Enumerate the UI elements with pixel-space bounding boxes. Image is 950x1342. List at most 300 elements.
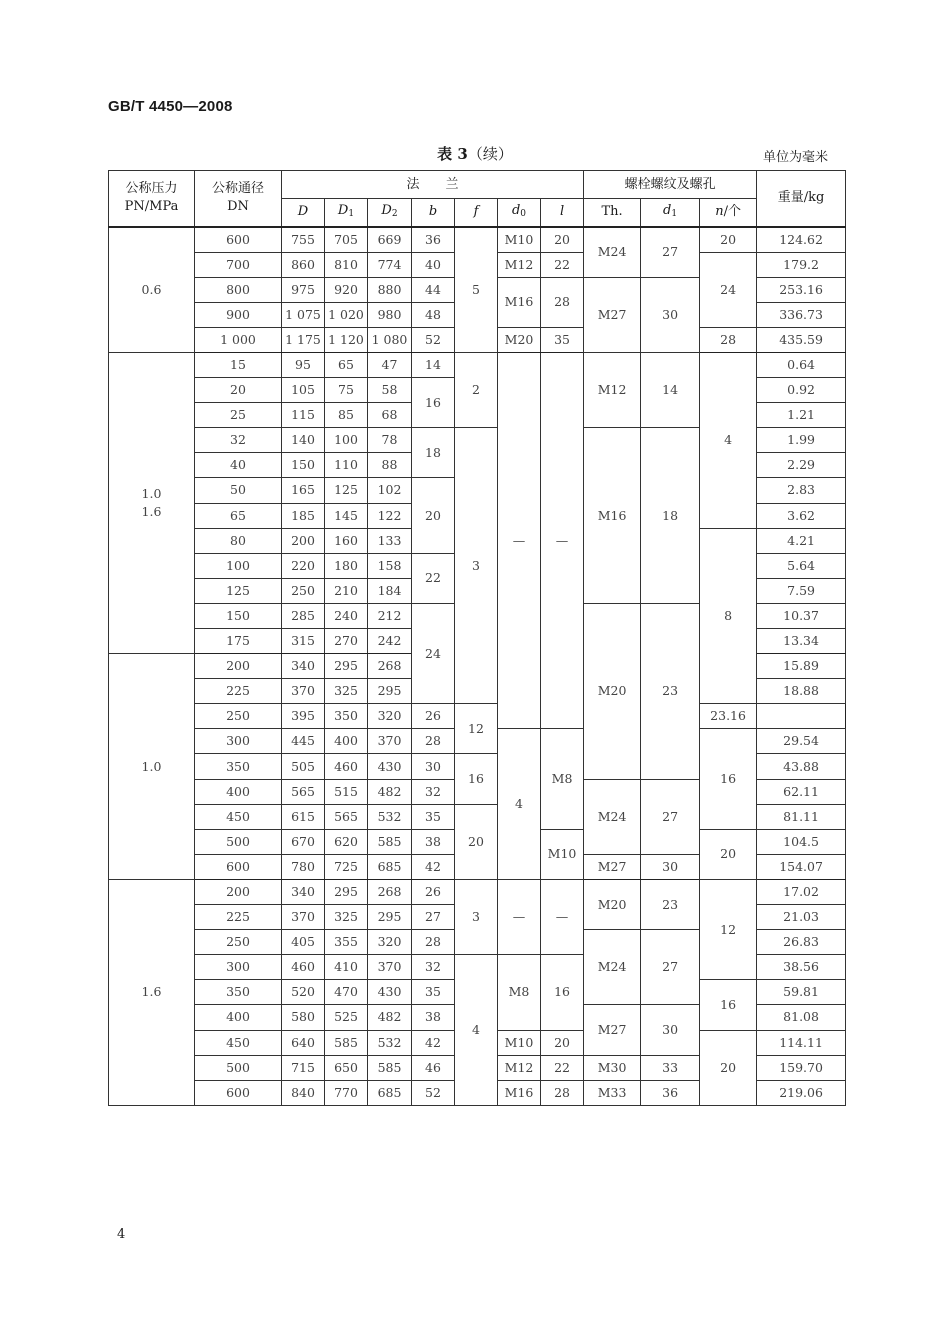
- cell-d1: 14: [641, 352, 700, 427]
- cell-d1: 27: [641, 930, 700, 1005]
- cell-l: —: [541, 879, 584, 954]
- cell-D1: 355: [325, 930, 368, 955]
- cell-dn: 250: [195, 930, 282, 955]
- cell-dn: 800: [195, 277, 282, 302]
- cell-n: 16: [700, 980, 757, 1030]
- cell-dn: 175: [195, 629, 282, 654]
- cell-dn: 40: [195, 453, 282, 478]
- cell-D1: 350: [325, 704, 368, 729]
- cell-b: 38: [412, 829, 455, 854]
- cell-l: 28: [541, 277, 584, 327]
- cell-dn: 350: [195, 980, 282, 1005]
- cell-D: 615: [282, 804, 325, 829]
- header-l: l: [541, 199, 584, 227]
- cell-D1: 400: [325, 729, 368, 754]
- cell-dn: 600: [195, 227, 282, 253]
- cell-dn: 300: [195, 955, 282, 980]
- cell-weight: 0.64: [757, 352, 846, 377]
- cell-D1: 705: [325, 227, 368, 253]
- cell-weight: 38.56: [757, 955, 846, 980]
- cell-b: 26: [412, 879, 455, 904]
- cell-d0: M12: [498, 252, 541, 277]
- cell-d0: —: [498, 352, 541, 728]
- cell-d1: 30: [641, 277, 700, 352]
- cell-D2: 532: [368, 1030, 412, 1055]
- cell-D2: 585: [368, 1055, 412, 1080]
- cell-n: 20: [700, 1030, 757, 1105]
- cell-n: 20: [700, 227, 757, 253]
- header-D1: [325, 199, 368, 227]
- cell-weight: 7.59: [757, 578, 846, 603]
- cell-weight: 159.70: [757, 1055, 846, 1080]
- header-flange-group: 法 兰: [282, 171, 584, 199]
- cell-d1: 27: [641, 227, 700, 278]
- cell-D1: 565: [325, 804, 368, 829]
- cell-b: 36: [412, 227, 455, 253]
- cell-D: 315: [282, 629, 325, 654]
- header-n: [700, 199, 757, 227]
- header-bolt-group: 螺栓螺纹及螺孔: [584, 171, 757, 199]
- cell-b: 30: [412, 754, 455, 779]
- cell-dn: 225: [195, 679, 282, 704]
- cell-D2: 669: [368, 227, 412, 253]
- cell-D: 505: [282, 754, 325, 779]
- cell-D: 755: [282, 227, 325, 253]
- cell-l: 28: [541, 1080, 584, 1105]
- cell-b: 28: [412, 729, 455, 754]
- cell-d1: 30: [641, 1005, 700, 1055]
- cell-pn: 1.6: [109, 879, 195, 1105]
- cell-b: 38: [412, 1005, 455, 1030]
- cell-n: 12: [455, 704, 498, 754]
- cell-th: M30: [584, 1055, 641, 1080]
- cell-D1: 270: [325, 629, 368, 654]
- table-row: [109, 227, 846, 253]
- cell-b: 52: [412, 1080, 455, 1105]
- cell-D2: 184: [368, 578, 412, 603]
- cell-th: M16: [584, 428, 641, 604]
- cell-weight: 10.37: [757, 603, 846, 628]
- cell-weight: 81.11: [757, 804, 846, 829]
- cell-th: M24: [584, 227, 641, 278]
- cell-D2: 430: [368, 980, 412, 1005]
- cell-l: 16: [700, 729, 757, 829]
- cell-D: 840: [282, 1080, 325, 1105]
- cell-weight: 2.29: [757, 453, 846, 478]
- cell-D2: 320: [368, 704, 412, 729]
- cell-dn: 400: [195, 779, 282, 804]
- cell-b: 27: [412, 905, 455, 930]
- cell-D1: 410: [325, 955, 368, 980]
- cell-d0: M10: [498, 1030, 541, 1055]
- cell-f: 4: [455, 955, 498, 1106]
- cell-weight: 59.81: [757, 980, 846, 1005]
- header-D1-sub: 1: [348, 208, 355, 219]
- table-row: [109, 879, 846, 904]
- cell-th: M33: [584, 1080, 641, 1105]
- cell-D2: 133: [368, 528, 412, 553]
- header-D: D: [282, 199, 325, 227]
- cell-dn: 200: [195, 879, 282, 904]
- cell-weight: 17.02: [757, 879, 846, 904]
- header-d1: [641, 199, 700, 227]
- cell-weight: 13.34: [757, 629, 846, 654]
- cell-D: 565: [282, 779, 325, 804]
- cell-weight: 154.07: [757, 854, 846, 879]
- cell-D2: 585: [368, 829, 412, 854]
- cell-dn: 225: [195, 905, 282, 930]
- page-number: 4: [117, 1227, 126, 1242]
- cell-D1: 295: [325, 654, 368, 679]
- cell-D2: 482: [368, 779, 412, 804]
- cell-D1: 1 020: [325, 302, 368, 327]
- cell-D2: 685: [368, 1080, 412, 1105]
- cell-D2: 58: [368, 378, 412, 403]
- cell-weight: 4.21: [757, 528, 846, 553]
- cell-D1: 180: [325, 553, 368, 578]
- cell-D1: 585: [325, 1030, 368, 1055]
- cell-th: M27: [584, 277, 641, 352]
- cell-D1: 525: [325, 1005, 368, 1030]
- cell-b: 40: [412, 252, 455, 277]
- cell-D1: 650: [325, 1055, 368, 1080]
- cell-dn: 500: [195, 829, 282, 854]
- header-d1-sub: 1: [671, 208, 678, 219]
- cell-dn: 350: [195, 754, 282, 779]
- cell-D1: 100: [325, 428, 368, 453]
- cell-d1: 33: [641, 1055, 700, 1080]
- cell-D2: 295: [368, 679, 412, 704]
- cell-n: 20: [455, 804, 498, 879]
- cell-D2: 88: [368, 453, 412, 478]
- cell-D1: 240: [325, 603, 368, 628]
- cell-D2: 212: [368, 603, 412, 628]
- cell-D: 370: [282, 905, 325, 930]
- cell-D: 460: [282, 955, 325, 980]
- cell-b: 42: [412, 854, 455, 879]
- cell-D2: 268: [368, 654, 412, 679]
- cell-D: 715: [282, 1055, 325, 1080]
- cell-weight: 5.64: [757, 553, 846, 578]
- cell-D: 640: [282, 1030, 325, 1055]
- cell-dn: 700: [195, 252, 282, 277]
- cell-d0: M8: [541, 729, 584, 829]
- cell-th: M20: [584, 879, 641, 929]
- cell-D: 220: [282, 553, 325, 578]
- cell-dn: 100: [195, 553, 282, 578]
- cell-D1: 770: [325, 1080, 368, 1105]
- cell-pn-a: 1.0: [141, 486, 162, 502]
- header-diameter: [195, 171, 282, 227]
- cell-D1: 325: [325, 905, 368, 930]
- cell-D1: 160: [325, 528, 368, 553]
- cell-th: M20: [584, 603, 641, 779]
- cell-dn: 450: [195, 804, 282, 829]
- cell-d0: —: [498, 879, 541, 954]
- header-n-letter: n: [715, 204, 724, 220]
- cell-D: 165: [282, 478, 325, 503]
- header-diameter-l2: DN: [227, 199, 249, 215]
- cell-l: 22: [541, 252, 584, 277]
- cell-weight: 2.83: [757, 478, 846, 503]
- cell-n: 8: [700, 528, 757, 704]
- cell-dn: 250: [195, 704, 282, 729]
- cell-weight: 114.11: [757, 1030, 846, 1055]
- cell-d1: 30: [641, 854, 700, 879]
- cell-D1: 125: [325, 478, 368, 503]
- cell-D1: 515: [325, 779, 368, 804]
- cell-weight: 219.06: [757, 1080, 846, 1105]
- header-d0: [498, 199, 541, 227]
- cell-D1: 810: [325, 252, 368, 277]
- cell-weight: 43.88: [757, 754, 846, 779]
- cell-f: 3: [455, 428, 498, 704]
- standard-code: GB/T 4450—2008: [108, 98, 233, 115]
- cell-dn: 900: [195, 302, 282, 327]
- cell-d0: M10: [541, 829, 584, 879]
- cell-dn: 20: [195, 378, 282, 403]
- cell-b: 22: [412, 553, 455, 603]
- cell-b: 14: [412, 352, 455, 377]
- cell-dn: 65: [195, 503, 282, 528]
- cell-D: 370: [282, 679, 325, 704]
- cell-b: 26: [412, 704, 455, 729]
- cell-D2: 370: [368, 729, 412, 754]
- cell-D2: 78: [368, 428, 412, 453]
- header-b: b: [412, 199, 455, 227]
- header-D2: [368, 199, 412, 227]
- cell-dn: 600: [195, 1080, 282, 1105]
- cell-D1: 620: [325, 829, 368, 854]
- cell-D: 115: [282, 403, 325, 428]
- cell-D: 445: [282, 729, 325, 754]
- cell-b: 44: [412, 277, 455, 302]
- header-pressure: [109, 171, 195, 227]
- cell-n: 16: [455, 754, 498, 804]
- cell-D1: 725: [325, 854, 368, 879]
- cell-weight: 81.08: [757, 1005, 846, 1030]
- cell-pn: 0.6: [109, 227, 195, 353]
- cell-l: 20: [541, 227, 584, 253]
- cell-D: 140: [282, 428, 325, 453]
- cell-weight: 1.21: [757, 403, 846, 428]
- table-row: [109, 352, 846, 377]
- cell-dn: 125: [195, 578, 282, 603]
- cell-b: 32: [412, 779, 455, 804]
- cell-f: 2: [455, 352, 498, 427]
- cell-dn: 1 000: [195, 327, 282, 352]
- cell-D1: 460: [325, 754, 368, 779]
- cell-D2: 295: [368, 905, 412, 930]
- cell-D2: 980: [368, 302, 412, 327]
- cell-weight: 3.62: [757, 503, 846, 528]
- table-label: 表 3: [437, 145, 468, 163]
- cell-D: 250: [282, 578, 325, 603]
- cell-pn: 1.0: [109, 654, 195, 880]
- cell-d1: 23: [641, 879, 700, 929]
- cell-D: 150: [282, 453, 325, 478]
- cell-weight: 62.11: [757, 779, 846, 804]
- cell-l: 16: [541, 955, 584, 1030]
- cell-b: 46: [412, 1055, 455, 1080]
- cell-D: 395: [282, 704, 325, 729]
- cell-b: 24: [412, 603, 455, 703]
- cell-D2: 1 080: [368, 327, 412, 352]
- cell-D: 860: [282, 252, 325, 277]
- cell-f: 3: [455, 879, 498, 954]
- cell-weight: 435.59: [757, 327, 846, 352]
- cell-b: 28: [412, 930, 455, 955]
- cell-f: 4: [498, 729, 541, 880]
- header-D2-letter: D: [381, 202, 392, 218]
- cell-D2: 268: [368, 879, 412, 904]
- cell-D1: 325: [325, 679, 368, 704]
- cell-D1: 85: [325, 403, 368, 428]
- cell-D1: 1 120: [325, 327, 368, 352]
- cell-D: 340: [282, 654, 325, 679]
- cell-D: 200: [282, 528, 325, 553]
- header-d0-sub: 0: [520, 208, 527, 219]
- cell-D2: 685: [368, 854, 412, 879]
- cell-d0: M16: [498, 277, 541, 327]
- header-f: f: [455, 199, 498, 227]
- cell-dn: 80: [195, 528, 282, 553]
- cell-D2: 122: [368, 503, 412, 528]
- cell-D: 285: [282, 603, 325, 628]
- cell-dn: 200: [195, 654, 282, 679]
- cell-d0: M10: [498, 227, 541, 253]
- cell-D1: 110: [325, 453, 368, 478]
- cell-D: 105: [282, 378, 325, 403]
- cell-d0: M8: [498, 955, 541, 1030]
- cell-dn: 32: [195, 428, 282, 453]
- cell-dn: 600: [195, 854, 282, 879]
- cell-b: 35: [412, 804, 455, 829]
- cell-dn: 50: [195, 478, 282, 503]
- header-n-unit: /个: [723, 204, 741, 220]
- cell-D2: 880: [368, 277, 412, 302]
- table-row: [109, 704, 846, 729]
- cell-b: 20: [412, 478, 455, 553]
- cell-f: 5: [455, 227, 498, 353]
- cell-D2: 47: [368, 352, 412, 377]
- cell-n: 28: [700, 327, 757, 352]
- cell-D: 1 075: [282, 302, 325, 327]
- cell-D1: 65: [325, 352, 368, 377]
- cell-th: M12: [584, 352, 641, 427]
- cell-D1: 920: [325, 277, 368, 302]
- cell-b: 35: [412, 980, 455, 1005]
- cell-D2: 242: [368, 629, 412, 654]
- cell-weight: 18.88: [757, 679, 846, 704]
- cell-th: M27: [584, 1005, 641, 1055]
- header-th: Th.: [584, 199, 641, 227]
- cell-l: —: [541, 352, 584, 728]
- cell-l: 20: [700, 829, 757, 879]
- flange-dimensions-table: [108, 170, 846, 1106]
- cell-D: 95: [282, 352, 325, 377]
- cell-d0: M12: [498, 1055, 541, 1080]
- cell-b: 18: [412, 428, 455, 478]
- cell-D1: 75: [325, 378, 368, 403]
- cell-weight: 336.73: [757, 302, 846, 327]
- cell-weight: 104.5: [757, 829, 846, 854]
- cell-D: 185: [282, 503, 325, 528]
- cell-weight: 26.83: [757, 930, 846, 955]
- cell-D1: 210: [325, 578, 368, 603]
- cell-d1: 18: [641, 428, 700, 604]
- cell-dn: 25: [195, 403, 282, 428]
- cell-D: 520: [282, 980, 325, 1005]
- header-pressure-l2: PN/MPa: [124, 199, 179, 215]
- cell-D1: 470: [325, 980, 368, 1005]
- cell-pn-b: 1.6: [141, 504, 162, 520]
- cell-D2: 158: [368, 553, 412, 578]
- cell-n: 4: [700, 352, 757, 528]
- cell-weight: 15.89: [757, 654, 846, 679]
- cell-d1: 36: [641, 1080, 700, 1105]
- cell-D2: 430: [368, 754, 412, 779]
- cell-D2: 68: [368, 403, 412, 428]
- cell-D2: 370: [368, 955, 412, 980]
- cell-dn: 400: [195, 1005, 282, 1030]
- cell-dn: 300: [195, 729, 282, 754]
- cell-l: 22: [541, 1055, 584, 1080]
- cell-D: 1 175: [282, 327, 325, 352]
- cell-weight: 124.62: [757, 227, 846, 253]
- cell-weight: 0.92: [757, 378, 846, 403]
- cell-weight: 253.16: [757, 277, 846, 302]
- cell-D: 780: [282, 854, 325, 879]
- cell-th: M27: [584, 854, 641, 879]
- cell-D: 580: [282, 1005, 325, 1030]
- cell-dn: 15: [195, 352, 282, 377]
- header-weight: 重量/kg: [757, 171, 846, 227]
- cell-d1: 27: [641, 779, 700, 854]
- table-continued: （续）: [467, 145, 513, 163]
- cell-n: 24: [700, 252, 757, 327]
- cell-th: M24: [584, 930, 641, 1005]
- cell-b: 32: [412, 955, 455, 980]
- header-d1-letter: d: [663, 202, 672, 218]
- cell-D: 340: [282, 879, 325, 904]
- cell-dn: 450: [195, 1030, 282, 1055]
- cell-th: M24: [584, 779, 641, 854]
- cell-D2: 102: [368, 478, 412, 503]
- cell-d1: 23: [641, 603, 700, 779]
- cell-D2: 532: [368, 804, 412, 829]
- cell-l: 35: [541, 327, 584, 352]
- cell-D: 670: [282, 829, 325, 854]
- cell-l: 20: [541, 1030, 584, 1055]
- cell-b: 52: [412, 327, 455, 352]
- cell-weight: 1.99: [757, 428, 846, 453]
- cell-b: 16: [412, 378, 455, 428]
- cell-n: 12: [700, 879, 757, 979]
- cell-D1: 295: [325, 879, 368, 904]
- cell-dn: 150: [195, 603, 282, 628]
- cell-D: 975: [282, 277, 325, 302]
- cell-b: 48: [412, 302, 455, 327]
- header-pressure-l1: 公称压力: [125, 181, 178, 197]
- cell-D2: 774: [368, 252, 412, 277]
- cell-d0: M20: [498, 327, 541, 352]
- cell-pn: [109, 352, 195, 653]
- header-diameter-l1: 公称通径: [211, 181, 264, 197]
- header-d0-letter: d: [511, 202, 521, 218]
- cell-D1: 145: [325, 503, 368, 528]
- cell-dn: 500: [195, 1055, 282, 1080]
